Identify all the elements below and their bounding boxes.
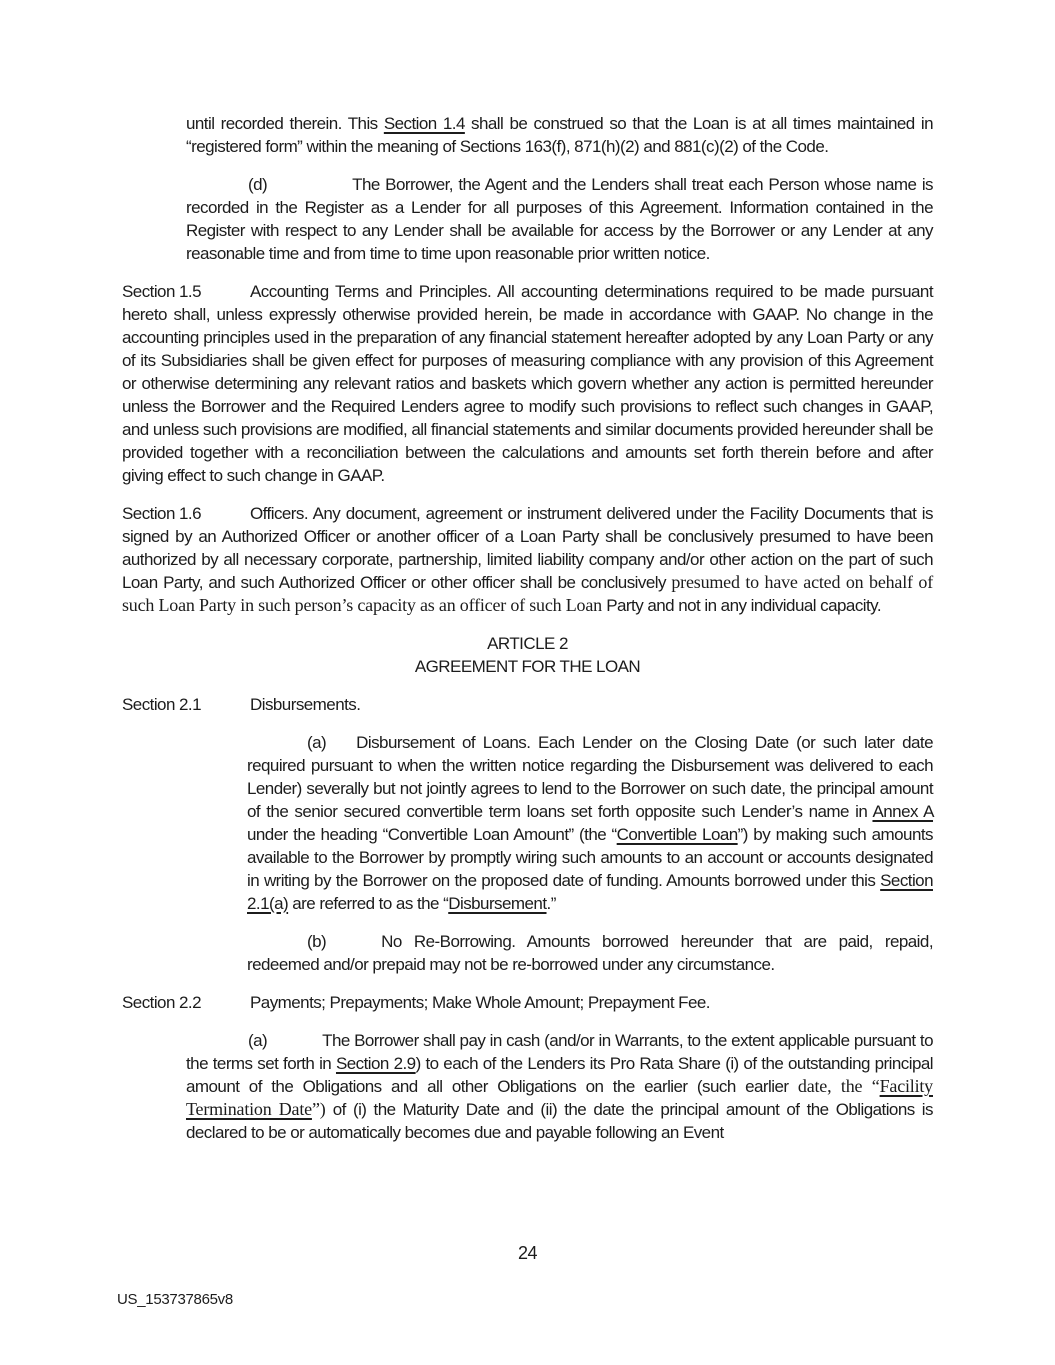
- subsection-d: [186, 173, 933, 265]
- defined-term: Annex A: [872, 802, 934, 821]
- section-1-5: [122, 280, 933, 487]
- text-run: ”) by making such amounts available to the Borrower by promptly wiring such amounts to an account or accounts designated in writing by the Borrower on the proposed date of funding. Amounts borrowed under this: [247, 825, 933, 890]
- text-run: Disbursement of Loans. Each Lender on the Closing Date (or such later date required pursuant to when the written notice regarding the Disbursement was delivered to each Lender) severally but not jointly agrees to lend to the Borrower on such date, the principal amount of the senior secured convertible term loans set forth opposite such Lender’s name in: [247, 733, 933, 821]
- text-run: AGREEMENT FOR THE LOAN: [414, 657, 641, 676]
- document-id-footer: US_153737865v8: [117, 1291, 233, 1308]
- document-body: [122, 112, 933, 1159]
- defined-term: Facility Termination Date: [186, 1076, 933, 1119]
- list-marker: (d): [248, 175, 268, 194]
- subsection-2-1-b: [247, 930, 933, 976]
- subsection-2-2-a: [186, 1029, 933, 1144]
- text-run: Party and not in any individual capacity.: [606, 596, 882, 615]
- text-run: Payments; Prepayments; Make Whole Amount; Prepayment Fee.: [250, 993, 710, 1012]
- page-number: 24: [518, 1243, 537, 1263]
- defined-term: Section 1.4: [383, 114, 465, 133]
- defined-term: Convertible Loan: [616, 825, 738, 844]
- text-run: The Borrower shall pay in cash (and/or in Warrants, to the extent applicable pursuant to the terms set forth in: [186, 1031, 933, 1073]
- section-number: Section 1.5: [122, 282, 202, 301]
- list-marker: (a): [307, 733, 327, 752]
- list-marker: (b): [307, 932, 327, 951]
- text-run: Disbursements.: [250, 695, 361, 714]
- defined-term: Section 2.1(a): [247, 871, 933, 913]
- list-marker: (a): [248, 1031, 268, 1050]
- text-run: Accounting Terms and Principles. All accounting determinations required to be made pursuant hereto shall, unless expressly otherwise provided herein, be made in accordance with GAAP. No change in the accounting principles used in the preparation of any financial statement hereafter adopted by any Loan Party or any of its Subsidiaries shall be given effect for purposes of measuring compliance with any provision of this Agreement or otherwise determining any relevant ratios and baskets which govern whether any action is permitted hereunder unless the Borrower and the Required Lenders agree to modify such provisions to reflect such changes in GAAP, and unless such provisions are modified, all financial statements and similar documents provided hereunder shall be provided together with a reconciliation between the calculations and amounts set forth therein before and after giving effect to such change in GAAP.: [122, 282, 933, 485]
- section-2-1: [122, 693, 933, 716]
- subsection-2-1-a: [247, 731, 933, 915]
- text-run: ”): [311, 1099, 333, 1119]
- text-run: No Re-Borrowing. Amounts borrowed hereunder that are paid, repaid, redeemed and/or prepaid may not be re-borrowed under any circumstance.: [247, 932, 933, 974]
- section-number: Section 2.2: [122, 993, 202, 1012]
- section-number: Section 1.6: [122, 504, 202, 523]
- text-run: of (i) the Maturity Date and (ii) the date the principal amount of the Obligations is declared to be or automatically becomes due and payable following an Event: [186, 1100, 933, 1142]
- text-run: under the heading “Convertible Loan Amount” (the “: [247, 825, 617, 844]
- text-run: Officers. Any document, agreement or instrument delivered under the Facility Documents that is signed by an Authorized Officer or another officer of a Loan Party shall be conclusively presumed to have been authorized by all necessary corporate, partnership, limited liability company and/or other action on the part of such Loan Party, and such Authorized Officer or other officer shall be conclusively: [122, 504, 933, 592]
- text-run: ARTICLE 2: [487, 634, 568, 653]
- text-run: ) to each of the Lenders its Pro Rata Share (i) of the outstanding principal amount of the Obligations and all other Obligations on the earlier (such earlier: [186, 1054, 933, 1096]
- article-2-subtitle: [122, 655, 933, 678]
- section-2-2: [122, 991, 933, 1014]
- defined-term: Disbursement: [448, 894, 547, 913]
- defined-term: Section 2.9: [335, 1054, 416, 1073]
- text-run: date, the “: [797, 1076, 880, 1096]
- text-run: The Borrower, the Agent and the Lenders shall treat each Person whose name is recorded in the Register as a Lender for all purposes of this Agreement. Information contained in the Register with respect to any Lender shall be available for access by the Borrower or any Lender at any reasonable time and from time to time upon reasonable prior written notice.: [186, 175, 933, 263]
- text-run: .”: [546, 894, 556, 913]
- text-run: until recorded therein. This: [186, 114, 384, 133]
- article-2-title: [122, 632, 933, 655]
- section-number: Section 2.1: [122, 695, 202, 714]
- continuation-section-1-4: [186, 112, 933, 158]
- text-run: shall be construed so that the Loan is at all times maintained in “registered form” within the meaning of Sections 163(f), 871(h)(2) and 881(c)(2) of the Code.: [186, 114, 933, 156]
- text-run: presumed to have acted on behalf of such Loan Party in such person’s capacity as an officer of such Loan: [122, 572, 933, 615]
- text-run: are referred to as the “: [288, 894, 449, 913]
- section-1-6: [122, 502, 933, 617]
